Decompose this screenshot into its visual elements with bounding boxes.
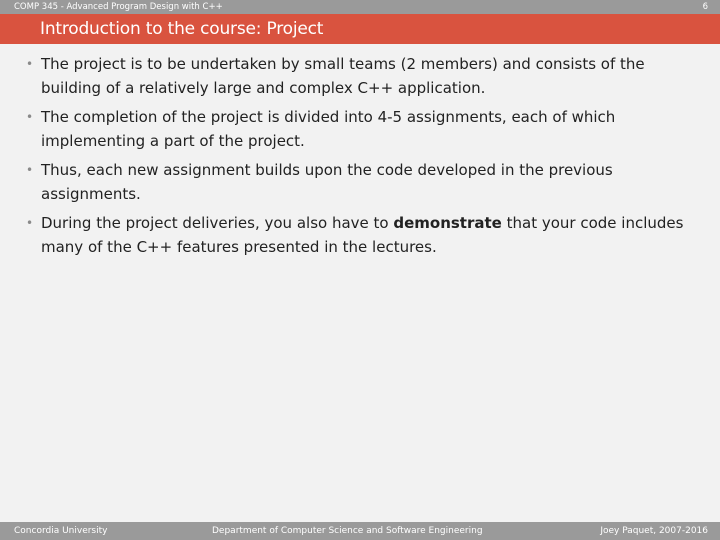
bullet-dot-icon: • xyxy=(26,163,34,177)
bullet-dot-icon: • xyxy=(26,57,34,71)
slide-title: Introduction to the course: Project xyxy=(40,19,324,39)
bullet-text: Thus, each new assignment builds upon the code developed in the previous assignments. xyxy=(41,161,613,203)
footer-author: Joey Paquet, 2007-2016 xyxy=(600,526,708,536)
bullet-text-before: During the project deliveries, you also have to xyxy=(41,214,394,232)
bullet-item xyxy=(24,52,694,100)
header-bar xyxy=(0,0,720,14)
footer-bar xyxy=(0,522,720,540)
course-title: COMP 345 - Advanced Program Design with C++ xyxy=(14,2,223,12)
bullet-dot-icon: • xyxy=(26,110,34,124)
bullet-text: The project is to be undertaken by small teams (2 members) and consists of the building of a relatively large and complex C++ application. xyxy=(41,55,645,97)
bullet-text: The completion of the project is divided into 4-5 assignments, each of which implementing a part of the project. xyxy=(41,108,616,150)
bullet-item xyxy=(24,105,694,153)
bullet-text-after: that your code includes many of the C++ features presented in the lectures. xyxy=(41,214,684,256)
footer-department: Department of Computer Science and Software Engineering xyxy=(212,526,483,536)
bullet-emphasis: demonstrate xyxy=(393,214,502,232)
bullet-dot-icon: • xyxy=(26,216,34,230)
page-number: 6 xyxy=(702,2,708,12)
bullet-list xyxy=(24,52,694,264)
footer-university: Concordia University xyxy=(14,526,108,536)
title-bar xyxy=(0,14,720,44)
bullet-item xyxy=(24,158,694,206)
bullet-item xyxy=(24,211,694,259)
